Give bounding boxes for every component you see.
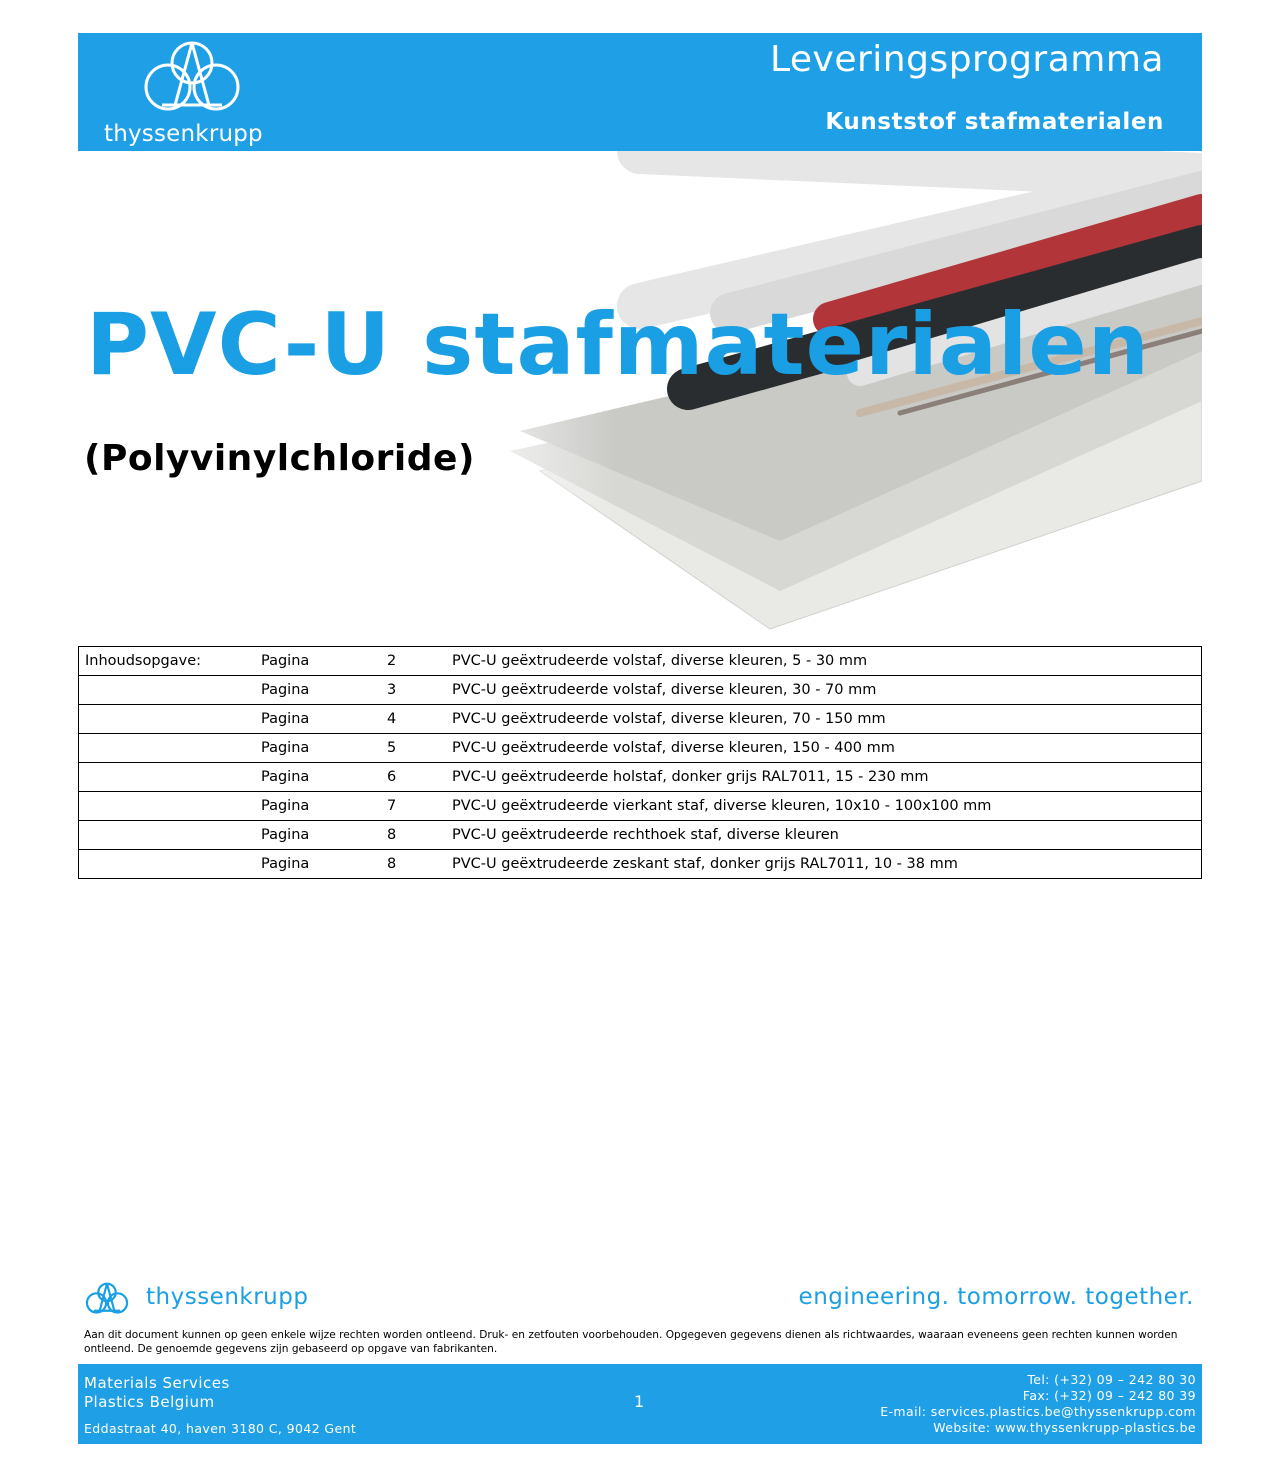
toc-page-label: Pagina <box>261 647 387 676</box>
email-line: E-mail: services.plastics.be@thyssenkrupp.com <box>880 1404 1196 1419</box>
toc-page-number: 4 <box>387 705 452 734</box>
header-banner <box>78 33 1202 151</box>
street-address: Eddastraat 40, haven 3180 C, 9042 Gent <box>84 1421 357 1436</box>
toc-page-label: Pagina <box>261 792 387 821</box>
toc-description: PVC-U geëxtrudeerde vierkant staf, diverse kleuren, 10x10 - 100x100 mm <box>452 792 1202 821</box>
thyssenkrupp-logo-icon <box>84 1282 130 1316</box>
thyssenkrupp-logo-icon <box>140 39 244 117</box>
toc-description: PVC-U geëxtrudeerde volstaf, diverse kleuren, 30 - 70 mm <box>452 676 1202 705</box>
company-line2: Plastics Belgium <box>84 1393 215 1411</box>
disclaimer: Aan dit document kunnen op geen enkele wijze rechten worden ontleend. Druk- en zetfouten voorbehouden. Opgegeven gegevens dienen als richtwaardes, waaraan eveneens geen rechten kunnen worden ontleend. De genoemde gegevens zijn gebaseerd op opgave van fabrikanten. <box>84 1329 1178 1355</box>
toc-page-number: 8 <box>387 821 452 850</box>
toc-page-label: Pagina <box>261 676 387 705</box>
toc-page-label: Pagina <box>261 734 387 763</box>
toc-description: PVC-U geëxtrudeerde volstaf, diverse kleuren, 70 - 150 mm <box>452 705 1202 734</box>
toc-row <box>79 792 1202 821</box>
toc-label <box>79 821 262 850</box>
toc-description: PVC-U geëxtrudeerde volstaf, diverse kleuren, 150 - 400 mm <box>452 734 1202 763</box>
footer-brand: thyssenkrupp <box>146 1284 309 1310</box>
header-subtitle: Kunststof stafmaterialen <box>825 109 1164 135</box>
toc-page-number: 3 <box>387 676 452 705</box>
toc-description: PVC-U geëxtrudeerde holstaf, donker grijs RAL7011, 15 - 230 mm <box>452 763 1202 792</box>
toc-label <box>79 792 262 821</box>
toc-row <box>79 734 1202 763</box>
tel-line: Tel: (+32) 09 – 242 80 30 <box>1027 1372 1196 1387</box>
toc-description: PVC-U geëxtrudeerde zeskant staf, donker grijs RAL7011, 10 - 38 mm <box>452 850 1202 879</box>
toc-page-label: Pagina <box>261 705 387 734</box>
toc-page-number: 5 <box>387 734 452 763</box>
toc-label <box>79 763 262 792</box>
toc-label: Inhoudsopgave: <box>79 647 262 676</box>
footer-bar <box>78 1364 1202 1444</box>
company-line1: Materials Services <box>84 1374 230 1392</box>
toc-page-number: 2 <box>387 647 452 676</box>
toc-label <box>79 850 262 879</box>
toc-row <box>79 763 1202 792</box>
toc-label <box>79 734 262 763</box>
tagline: engineering. tomorrow. together. <box>798 1284 1194 1310</box>
toc-label <box>79 676 262 705</box>
toc-page-number: 7 <box>387 792 452 821</box>
header-brand: thyssenkrupp <box>104 121 263 147</box>
toc-page-label: Pagina <box>261 763 387 792</box>
toc-row <box>79 850 1202 879</box>
page-subtitle: (Polyvinylchloride) <box>84 438 475 479</box>
toc-row <box>79 647 1202 676</box>
toc-label <box>79 705 262 734</box>
toc-page-label: Pagina <box>261 850 387 879</box>
company-address-block <box>84 1374 356 1438</box>
website-line: Website: www.thyssenkrupp-plastics.be <box>933 1420 1196 1435</box>
page-number: 1 <box>634 1392 645 1411</box>
table-of-contents <box>78 646 1202 879</box>
header-title: Leveringsprogramma <box>769 39 1164 80</box>
toc-description: PVC-U geëxtrudeerde rechthoek staf, diverse kleuren <box>452 821 1202 850</box>
toc-page-label: Pagina <box>261 821 387 850</box>
toc-row <box>79 705 1202 734</box>
toc-page-number: 8 <box>387 850 452 879</box>
toc-description: PVC-U geëxtrudeerde volstaf, diverse kleuren, 5 - 30 mm <box>452 647 1202 676</box>
product-photo <box>420 151 1202 641</box>
page-title: PVC-U stafmaterialen <box>86 295 1150 395</box>
contact-block <box>880 1372 1196 1436</box>
toc-page-number: 6 <box>387 763 452 792</box>
toc-row <box>79 676 1202 705</box>
fax-line: Fax: (+32) 09 – 242 80 39 <box>1022 1388 1196 1403</box>
toc-row <box>79 821 1202 850</box>
